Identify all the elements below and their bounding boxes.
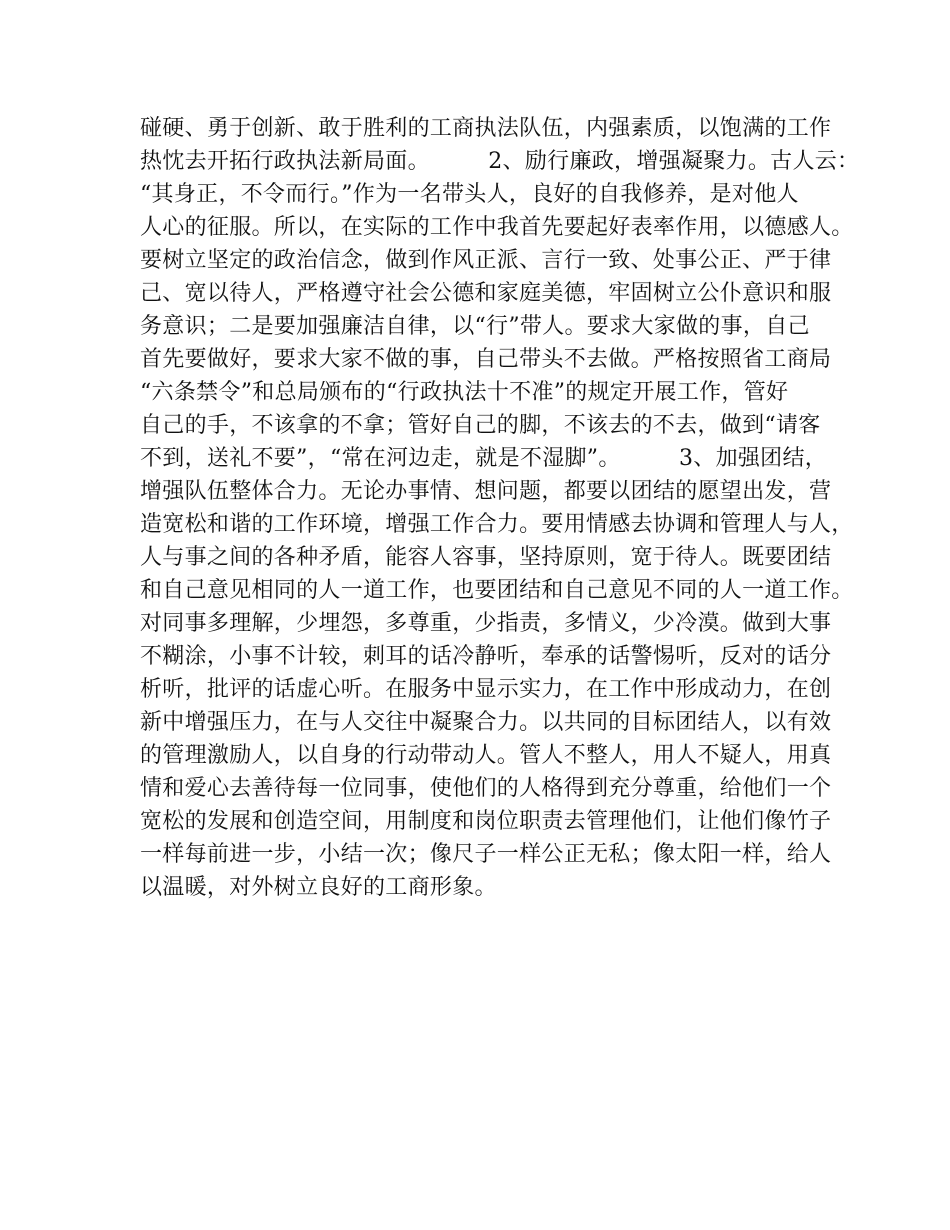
text-line: 务意识；二是要加强廉洁自律，以“行”带人。要求大家做的事，自己 <box>140 314 810 339</box>
text-line: 对同事多理解，少埋怨，多尊重，少指责，多情义，少冷漠。做到大事 <box>140 611 832 636</box>
text-line: 要树立坚定的政治信念，做到作风正派、言行一致、处事公正、严于律 <box>140 248 832 273</box>
text-line: 不到，送礼不要”，“常在河边走，就是不湿脚”。 3、加强团结， <box>140 446 828 471</box>
text-line: 造宽松和谐的工作环境，增强工作合力。要用情感去协调和管理人与人， <box>140 512 854 537</box>
text-line: 人与事之间的各种矛盾，能容人容事，坚持原则，宽于待人。既要团结 <box>140 545 832 570</box>
text-line: 人心的征服。所以，在实际的工作中我首先要起好表率作用，以德感人。 <box>140 215 854 240</box>
text-line: 自己的手，不该拿的不拿；管好自己的脚，不该去的不去，做到“请客 <box>140 413 821 438</box>
text-line: 新中增强压力，在与人交往中凝聚合力。以共同的目标团结人，以有效 <box>140 710 832 735</box>
text-line: 和自己意见相同的人一道工作，也要团结和自己意见不同的人一道工作。 <box>140 578 854 603</box>
text-line: 不糊涂，小事不计较，刺耳的话冷静听，奉承的话警惕听，反对的话分 <box>140 644 832 669</box>
text-line: 增强队伍整体合力。无论办事情、想问题，都要以团结的愿望出发，营 <box>140 479 832 504</box>
text-line: “六条禁令”和总局颁布的“行政执法十不准”的规定开展工作，管好 <box>140 380 789 405</box>
text-line: 以温暖，对外树立良好的工商形象。 <box>140 875 497 900</box>
text-line: 首先要做好，要求大家不做的事，自己带头不去做。严格按照省工商局 <box>140 347 832 372</box>
text-line: “其身正，不令而行。”作为一名带头人，良好的自我修养，是对他人 <box>140 182 799 207</box>
text-line: 一样每前进一步，小结一次；像尺子一样公正无私；像太阳一样，给人 <box>140 842 832 867</box>
body-paragraph <box>140 112 860 904</box>
text-line: 析听，批评的话虚心听。在服务中显示实力，在工作中形成动力，在创 <box>140 677 832 702</box>
text-line: 宽松的发展和创造空间，用制度和岗位职责去管理他们，让他们像竹子 <box>140 809 832 834</box>
text-line: 的管理激励人，以自身的行动带动人。管人不整人，用人不疑人，用真 <box>140 743 832 768</box>
text-line: 热忱去开拓行政执法新局面。 2、励行廉政，增强凝聚力。古人云： <box>140 149 860 174</box>
text-line: 碰硬、勇于创新、敢于胜利的工商执法队伍，内强素质，以饱满的工作 <box>140 116 832 141</box>
text-line: 己、宽以待人，严格遵守社会公德和家庭美德，牢固树立公仆意识和服 <box>140 281 832 306</box>
text-line: 情和爱心去善待每一位同事，使他们的人格得到充分尊重，给他们一个 <box>140 776 832 801</box>
